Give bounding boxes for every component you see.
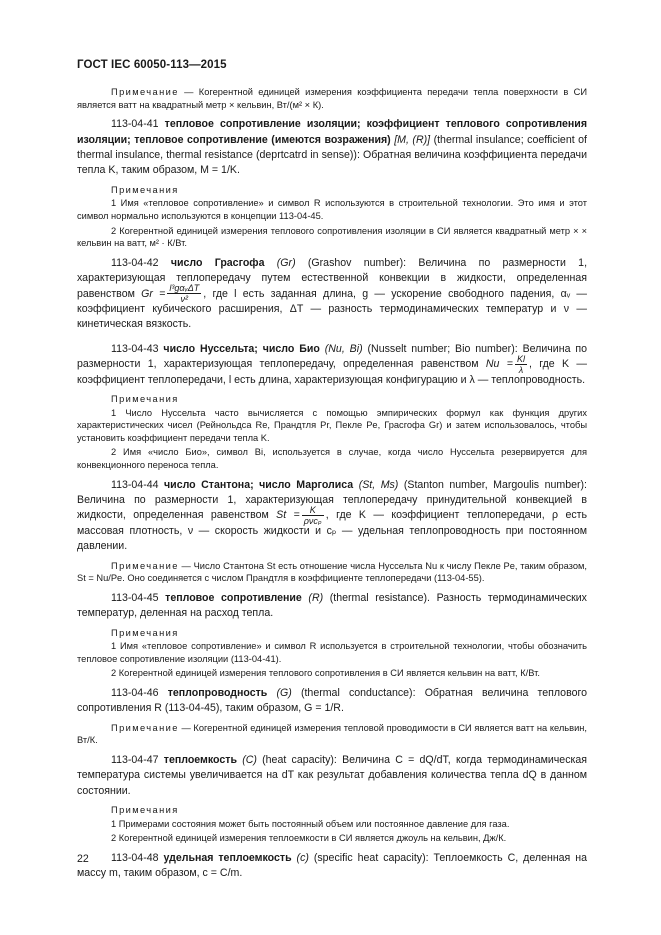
note-item: 2 Когерентной единицей измерения теплового сопротивления в СИ является кельвин на ватт, К/Вт. [111, 668, 540, 679]
entry-number: 113-04-47 [111, 754, 159, 766]
entry-definition-cont: , где K — коэффициент теплопередачи, ρ есть массовая плотность, ν — скорость жидкости и cₚ — удельная теплопроводность при постоянном давлении. [77, 509, 588, 553]
entry-113-04-41 [77, 117, 587, 179]
note-item: 2 Когерентной единицей измерения теплоемкости в СИ является джоуль на кельвин, Дж/К. [111, 833, 507, 844]
entry-symbol: (St, Ms) [353, 478, 404, 491]
entry-113-04-47 [77, 753, 587, 799]
page-number: 22 [77, 853, 89, 865]
formula-label: Gr = [141, 287, 166, 300]
notes-heading: Примечания [111, 805, 179, 816]
note-item: 2 Когерентной единицей измерения теплового сопротивления изоляции в СИ является квадратный метр × × кельвин на ватт, м² · К/Вт. [77, 225, 587, 249]
note-113-04-40: Примечание — Когерентной единицей измерения коэффициента передачи тепла поверхности в СИ является ватт на квадратный метр × кельвин, Вт/(м² × К). [77, 87, 587, 110]
entry-113-04-48 [77, 851, 587, 882]
entry-definition: Обратная величина коэффициента передачи тепла K, таким образом, M = 1/K. [77, 149, 587, 177]
entry-english: (thermal insulance; coefficient of thermal insulance, thermal resistance (deprtcatrd in sense)): [77, 133, 587, 161]
entry-term: теплопроводность [167, 687, 268, 699]
notes-heading: Примечания [111, 184, 179, 195]
entry-term: тепловое сопротивление изоляции; коэффициент теплового сопротивления изоляции; тепловое сопротивление (имеются возражения) [77, 118, 587, 146]
entry-number: 113-04-45 [111, 591, 159, 604]
entry-symbol: (R) [301, 591, 330, 604]
note-item: 1 Имя «тепловое сопротивление» и символ R используются в строительной технологии. Это имя и этот символ нормально используются в концепции 113-04-45. [77, 198, 587, 221]
formula-label: Nu = [485, 358, 513, 371]
entry-113-04-46 [77, 686, 587, 717]
formula-fraction: $\frac{\text{l³gαᵥΔT}}{\text{ν²}}$ [169, 283, 200, 305]
entry-symbol: (C) [236, 754, 263, 766]
entry-symbol: (c) [291, 852, 314, 864]
note-item: 1 Имя «тепловое сопротивление» и символ R используется в строительной технологии, чтобы обозначить тепловое сопротивление изоляции (113-04-41). [77, 641, 587, 664]
entry-113-04-45 [77, 591, 587, 622]
entry-term: число Грасгофа [170, 256, 265, 269]
entry-113-04-44 [77, 478, 587, 555]
entry-english: (specific heat capacity): [313, 852, 434, 864]
entry-113-04-42: 113-04-42 число Грасгофа (Gr) (Grashov number): Величина по размерности 1, характеризующая теплопередачу путем естественной конвекции в жидкости, определенная равенством Gr = $\frac{\text{l³gαᵥΔT}}{\text{ν²}}$ , где l есть заданная длина, g — ускорение свободного падения, αᵥ — коэффициент кубического расширения, ΔT — разность термодинамических температур и ν — кинетическая вязкость. [77, 256, 588, 331]
entry-english: (thermal conductance): [300, 687, 425, 699]
entry-symbol: (Nu, Bi) [319, 342, 368, 355]
formula-fraction: $\frac{K}{\text{ρνcₚ}}$ [303, 505, 322, 527]
entry-definition: Обратная величина теплового сопротивления R (113-04-45), таким образом, G = 1/R. [77, 687, 587, 715]
note-item: 1 Число Нуссельта часто вычисляется с помощью эмпирических формул как функция других характеристических чисел (Рейнольдса Re, Прандтля Pr, Пекле Pe, Грасгофа Gr) и затем использовалось, чтобы установить коэффициент передачи тепла K. [77, 407, 587, 443]
entry-symbol: (G) [267, 687, 301, 699]
note-item: 2 Имя «число Био», символ Bi, используется в случае, когда число Нуссельта резервируется для конвекционного переноса тепла. [77, 447, 587, 470]
entry-english: (Nusselt number; Bio number): [367, 342, 523, 355]
note-113-04-44: Примечание — Число Стантона St есть отношение числа Нуссельта Nu к числу Пекле Pe, таким образом, St = Nu/Pe. Оно соединяется с числом Прандтля в коэффициенте теплопередачи (113-04-55). [77, 560, 587, 584]
entry-term: тепловое сопротивление [165, 591, 302, 604]
entry-definition-cont: где l есть заданная длина, g — ускорение свободного падения, αᵥ — коэффициент кубического расширения, ΔT — разность термодинамических температур и ν — кинетическая вязкость. [77, 287, 587, 331]
entry-number: 113-04-48 [111, 852, 159, 864]
entry-number: 113-04-43 [111, 342, 159, 355]
entry-english: (Grashov number): [307, 256, 419, 269]
page-content [77, 86, 587, 887]
entry-english: (Stanton number, Margoulis number): [403, 478, 587, 491]
entry-english: (heat capacity): [262, 754, 343, 766]
entry-term: число Нуссельта; число Био [163, 342, 320, 355]
entry-definition: Величина по размерности 1, характеризующая теплопередачу путем естественной конвекции в жидкости, определенная равенством [77, 256, 588, 300]
entry-term: теплоемкость [163, 754, 237, 766]
entry-term: удельная теплоемкость [163, 852, 292, 864]
formula-label: St = [276, 509, 300, 522]
entry-definition: Теплоемкость C, деленная на массу m, таким образом, c = C/m. [77, 852, 587, 880]
entry-113-04-43 [77, 342, 587, 388]
formula-fraction: $\frac{Kl}{\lambda}$ [516, 353, 525, 375]
entry-definition: Величина по размерности 1, характеризующая теплопередачу принудительной конвекцией в жидкости, определенная равенством [77, 494, 587, 522]
entry-definition-cont: , где K — коэффициент теплопередачи, l есть длина, характеризующая конфигурацию и λ — теплопроводность. [77, 358, 587, 386]
entry-definition: Разность термодинамических температур, деленная на расход тепла. [77, 591, 587, 620]
entry-symbol: (Gr) [264, 256, 308, 269]
entry-number: 113-04-44 [111, 478, 159, 491]
entry-definition: Величина по размерности 1, характеризующая теплопередачу, определенная равенством [77, 342, 587, 371]
note-113-04-46: Примечание — Когерентной единицей измерения тепловой проводимости в СИ является ватт на кельвин, Вт/К. [77, 722, 587, 746]
notes-heading: Примечания [111, 627, 179, 638]
entry-number: 113-04-42 [111, 256, 159, 269]
entry-symbol: [M, (R)] [390, 133, 434, 146]
page-header-title: ГОСТ IEC 60050-113—2015 [77, 59, 227, 71]
entry-english: (thermal resistance). [329, 591, 437, 604]
notes-heading: Примечания [111, 394, 179, 405]
entry-number: 113-04-46 [111, 687, 159, 699]
entry-number: 113-04-41 [111, 118, 159, 131]
entry-definition: Величина C = dQ/dT, когда термодинамическая температура системы увеличивается на dT как результат добавления количества тепла dQ в данном состоянии. [77, 754, 587, 797]
entry-term: число Стантона; число Марголиса [164, 478, 354, 491]
note-item: 1 Примерами состояния может быть постоянный объем или постоянное давление для газа. [111, 818, 510, 829]
